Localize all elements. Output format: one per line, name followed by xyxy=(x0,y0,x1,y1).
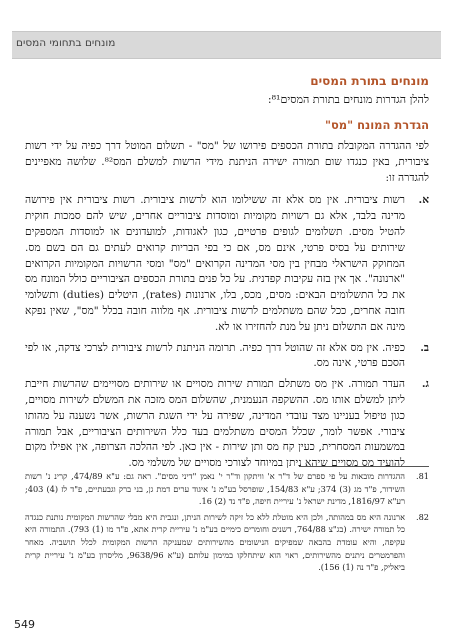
definition-item-text: רשות ציבורית. אין מס אלא זה ששילומו הוא לרשות ציבורית. רשות ציבורית אין פירושה מדינה בלבד, אלא גם רשויות מקומיות ומוסדות ציבוריים אחרים, שיש להם סמכות חוקית להטיל מסים. תשלומים לגופים פרטיים, כגון לאגודות, למועדונים או למוסדות המספקים שירותים על בסיס פרטי, אינם מס, אם כי בפי הבריות קרואים לעתים גם הם בשם מס. המחוקק הישראלי מבחין בין מסי המדינה הקרואים "מס" ומסי הרשויות המקומיות הקרואים "ארנונה". אך אין בזה עקיבות קפדנית. על כל פנים בתורת הכספים הציבוריים כולל המונח מס את כל התשלומים הבאים: מסים, מכס, בלו, ארנונות (rates), היטלים (duties) ותשלומי חובה אחרים, ככל שהם משתלמים לרשות ציבורית. אף מלווה חובה בכלל "מס", שאין נפקא מינה אם התשלום ניתן על מנת להחזירו או לא. xyxy=(25,194,405,333)
footnote-number: 82. xyxy=(415,511,429,522)
definition-item-label: ב. xyxy=(420,341,429,354)
definition-item-text: העדר תמורה. אין מס משתלם תמורת שירות מסויים או שירותים מסויימים שהרשות חייבת ליתן למשלם אותו מס. ההשקפה הנעמנית, שהשלום המס מזכה את המשלם לשירות מסויים, כגון טיפול בעניינו מצד עובדי המדינה, שפירה על ידי השגת הרשות, אשר נשענה על מהותו ציבורי. אפשר לומר, שכלל המסים משתלמים בעד כלל השירותים הציבוריים, אבל תמורה במשמעות המסחרית, כעין קח מס ותן שירות - אין כאן. לפי ההלכה הצרופה, אין אפילו מקום להועיד מס מסויים שיהא ניתן במיוחד לצורכי מסויים של משלמי מס. xyxy=(25,378,405,470)
running-header xyxy=(12,31,441,59)
definition-item xyxy=(25,193,429,335)
page-number: 549 xyxy=(14,618,35,631)
definition-item-text: כפיה. אין מס אלא זה שהוטל דרך כפיה. תרומה הניתנת לרשות ציבורית לצרכי צדקה, או לפי הסכם פרטי, אינה מס. xyxy=(25,341,405,370)
footnote xyxy=(25,511,429,574)
main-content xyxy=(25,74,429,472)
footnotes xyxy=(25,470,429,577)
definition-item xyxy=(25,377,429,472)
definition-list xyxy=(25,193,429,472)
running-header-title: מונחים בתחומי המסים xyxy=(16,37,116,49)
definition-item xyxy=(25,341,429,373)
definition-item-label: ג. xyxy=(421,378,429,391)
footnote-text: ארנונה היא מס במהותה, ולכן היא מוטלת ללא כל זיקה לשירות הניתן, ונגבית היא מבלי שהרשות המקומית נותנת כנגדה כל תמורה ישירה. (בג"צ 764/88, דשנים וחומרים כימיים בע"מ נ' עיריית קרית אתא, פ"ד מו (1) 793). התמורה היא עקיפה, והיא עומדת בהבאה שמפיקים הנישומים מהשירותים שמעניקה הרשות המקומית לכלל תושביה. מאחר והפרמטרים ניתנים מהשירותים, ראוי הוא שיתחלקו במימון עלותם (ע"א 9638/96, מליסרון בע"מ נ' עיריית קרית ביאליק, פ"ד נה (1) 156). xyxy=(25,511,405,573)
footnote-number: 81. xyxy=(415,471,429,481)
definition-item-label: א. xyxy=(418,194,429,207)
subsection-title: הגדרת המונח "מס" xyxy=(325,118,429,132)
footnote xyxy=(25,470,429,508)
footnote-text: ההגדרות מובאות על פי ספרם של ד"ר א' וויתקון וד"ר י' נאמן "דיני מסים". ראה גם: ע"א 474/89, קרינ נ' רשות השידור, פ"ד מג (3) 374; ע"א 154/83, שופרסל בע"מ נ' איגוד ערים דמת גן, בני ברק וגבעתיים, פ"ד לז (4) 403; רע"א 1816/97, מדינת ישראל נ' עיריית חיפה, פ"ד נד (2) 16. xyxy=(25,471,405,507)
intro-paragraph: לפי ההגדרה המקובלת בתורת הכספים פירושו של "מס" - תשלום המוטל דרך כפיה על ידי רשות ציבורית, באין כנגדו שום תמורה ישירה הניתנת מידי הרשות למשלם המס⁸². שלושה מאפיינים להגדרה זו: xyxy=(25,140,429,184)
section-subtitle: להלן הגדרות מונחים בתורת המסים⁸¹: xyxy=(267,93,429,106)
footnote-separator xyxy=(299,466,429,467)
section-title: מונחים בתורת המסים xyxy=(310,74,429,88)
